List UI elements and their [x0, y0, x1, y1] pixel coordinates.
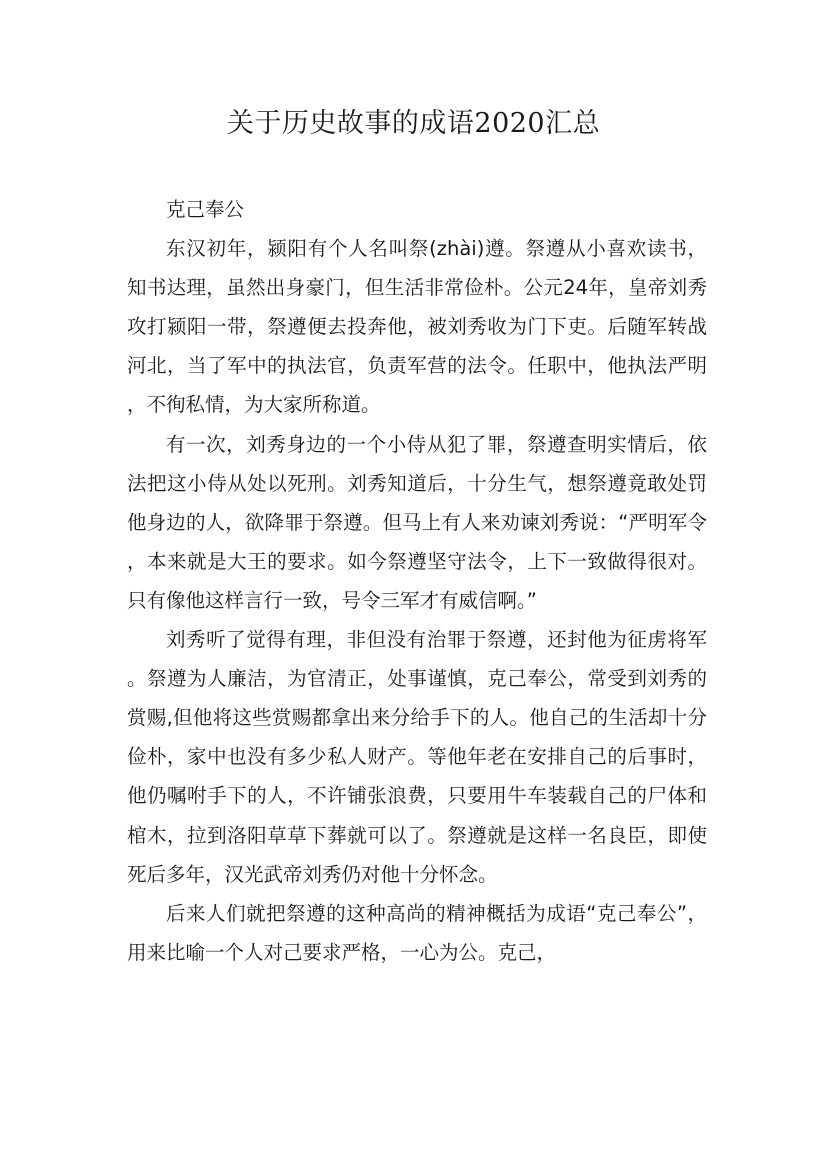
document-body	[127, 190, 707, 972]
paragraph-1: 东汉初年，颍阳有个人名叫祭(zhài)遵。祭遵从小喜欢读书，知书达理，虽然出身豪门，但生活非常俭朴。公元24年，皇帝刘秀攻打颍阳一带，祭遵便去投奔他，被刘秀收为门下吏。后随军转战河北，当了军中的执法官，负责军营的法令。任职中，他执法严明，不徇私情，为大家所称道。	[127, 237, 707, 417]
paragraph-3: 刘秀听了觉得有理，非但没有治罪于祭遵，还封他为征虏将军。祭遵为人廉洁，为官清正，处事谨慎，克己奉公，常受到刘秀的赏赐,但他将这些赏赐都拿出来分给手下的人。他自己的生活却十分俭朴，家中也没有多少私人财产。等他年老在安排自己的后事时，他仍嘱咐手下的人，不许铺张浪费，只要用牛车装载自己的尸体和棺木，拉到洛阳草草下葬就可以了。祭遵就是这样一名良臣，即使死后多年，汉光武帝刘秀仍对他十分怀念。	[127, 628, 707, 886]
paragraph-2: 有一次，刘秀身边的一个小侍从犯了罪，祭遵查明实情后，依法把这小侍从处以死刑。刘秀知道后，十分生气，想祭遵竟敢处罚他身边的人，欲降罪于祭遵。但马上有人来劝谏刘秀说：“严明军令，本来就是大王的要求。如今祭遵坚守法令，上下一致做得很对。只有像他这样言行一致，号令三军才有威信啊。”	[127, 432, 707, 612]
paragraph-4: 后来人们就把祭遵的这种高尚的精神概括为成语“克己奉公”，用来比喻一个人对己要求严格，一心为公。克己，	[127, 901, 707, 964]
document-title: 关于历史故事的成语2020汇总	[226, 108, 601, 139]
section-heading: 克己奉公	[166, 198, 245, 221]
